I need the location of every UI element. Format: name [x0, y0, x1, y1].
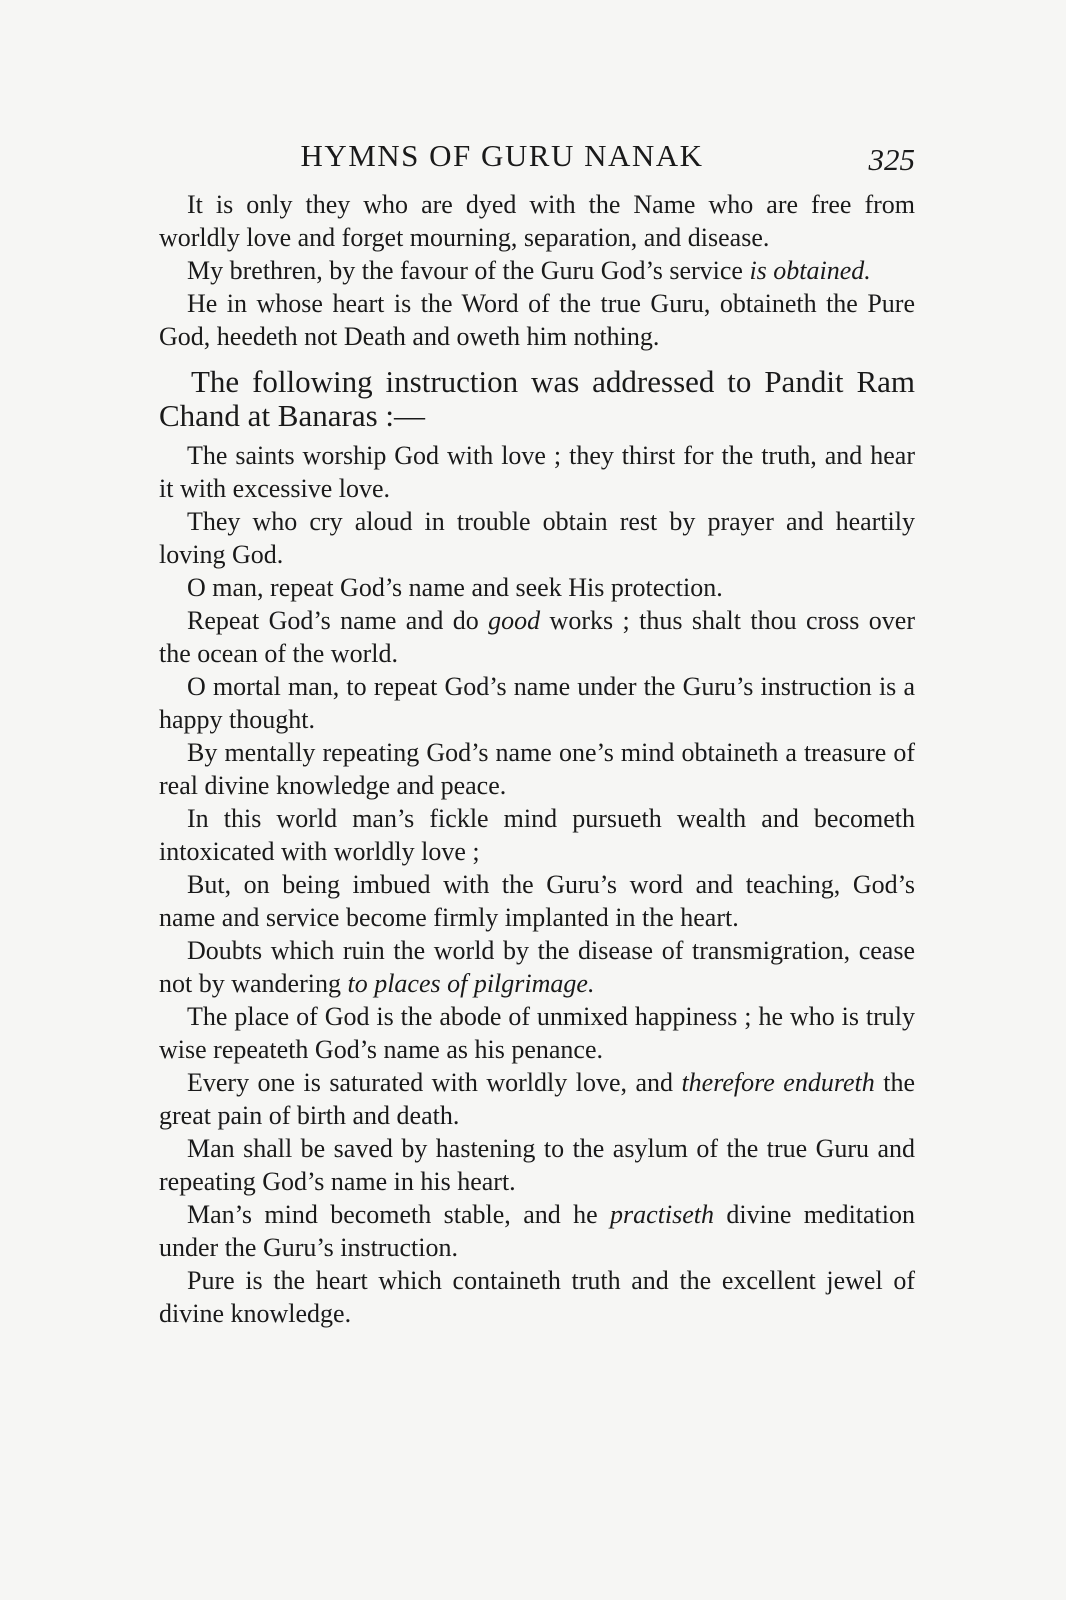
- italic-text: practiseth: [610, 1200, 715, 1229]
- verse-5: O mortal man, to repeat God’s name under the Guru’s instruction is a happy thought.: [159, 672, 915, 734]
- verse-1: The saints worship God with love ; they thirst for the truth, and hear it with excessive love.: [159, 441, 915, 503]
- verse-4: [159, 604, 915, 670]
- paragraph-text: Doubts which ruin the world by the disease of transmigration, cease not by wandering: [159, 936, 915, 998]
- verse-10: The place of God is the abode of unmixed happiness ; he who is truly wise repeateth God’s name as his penance.: [159, 1002, 915, 1064]
- italic-text: to places of pilgrimage.: [347, 969, 595, 998]
- verse-11: [159, 1066, 915, 1132]
- paragraph-text: works ; thus shalt thou cross over the ocean of the world.: [159, 606, 915, 668]
- verse-13: [159, 1198, 915, 1264]
- paragraph-text: My brethren, by the favour of the Guru God’s service: [187, 256, 750, 285]
- verse-3: O man, repeat God’s name and seek His protection.: [187, 573, 723, 602]
- section-heading: The following instruction was addressed to Pandit Ram Chand at Banaras :—: [159, 364, 915, 433]
- page-header: [159, 138, 915, 188]
- verse-14: Pure is the heart which containeth truth and the excellent jewel of divine knowledge.: [159, 1266, 915, 1328]
- paragraph-text: Man’s mind becometh stable, and he: [187, 1200, 611, 1229]
- paragraph-text: Every one is saturated with worldly love, and: [187, 1068, 682, 1097]
- verse-12: Man shall be saved by hastening to the asylum of the true Guru and repeating God’s name in his heart.: [159, 1134, 915, 1196]
- italic-text: therefore endureth: [681, 1068, 875, 1097]
- running-title: HYMNS OF GURU NANAK: [300, 138, 704, 173]
- paragraph-text: divine meditation under the Guru’s instruction.: [159, 1200, 915, 1262]
- verse-7: In this world man’s fickle mind pursueth wealth and becometh intoxicated with worldly love ;: [159, 804, 915, 866]
- italic-text: good: [488, 606, 541, 635]
- verse-2: They who cry aloud in trouble obtain rest by prayer and heartily loving God.: [159, 507, 915, 569]
- italic-text: is obtained.: [749, 256, 871, 285]
- opening-paragraph-3: He in whose heart is the Word of the true Guru, obtaineth the Pure God, heedeth not Death and oweth him nothing.: [159, 289, 915, 351]
- opening-paragraph-1: It is only they who are dyed with the Name who are free from worldly love and forget mourning, separation, and disease.: [159, 190, 915, 252]
- verse-6: By mentally repeating God’s name one’s mind obtaineth a treasure of real divine knowledge and peace.: [159, 738, 915, 800]
- page-number: 325: [868, 142, 915, 177]
- opening-paragraph-2: [159, 254, 915, 287]
- verse-8: But, on being imbued with the Guru’s word and teaching, God’s name and service become firmly implanted in the heart.: [159, 870, 915, 932]
- paragraph-text: Repeat God’s name and do: [187, 606, 489, 635]
- verse-9: [159, 934, 915, 1000]
- paragraph-text: the great pain of birth and death.: [159, 1068, 915, 1130]
- book-page: [159, 138, 915, 1330]
